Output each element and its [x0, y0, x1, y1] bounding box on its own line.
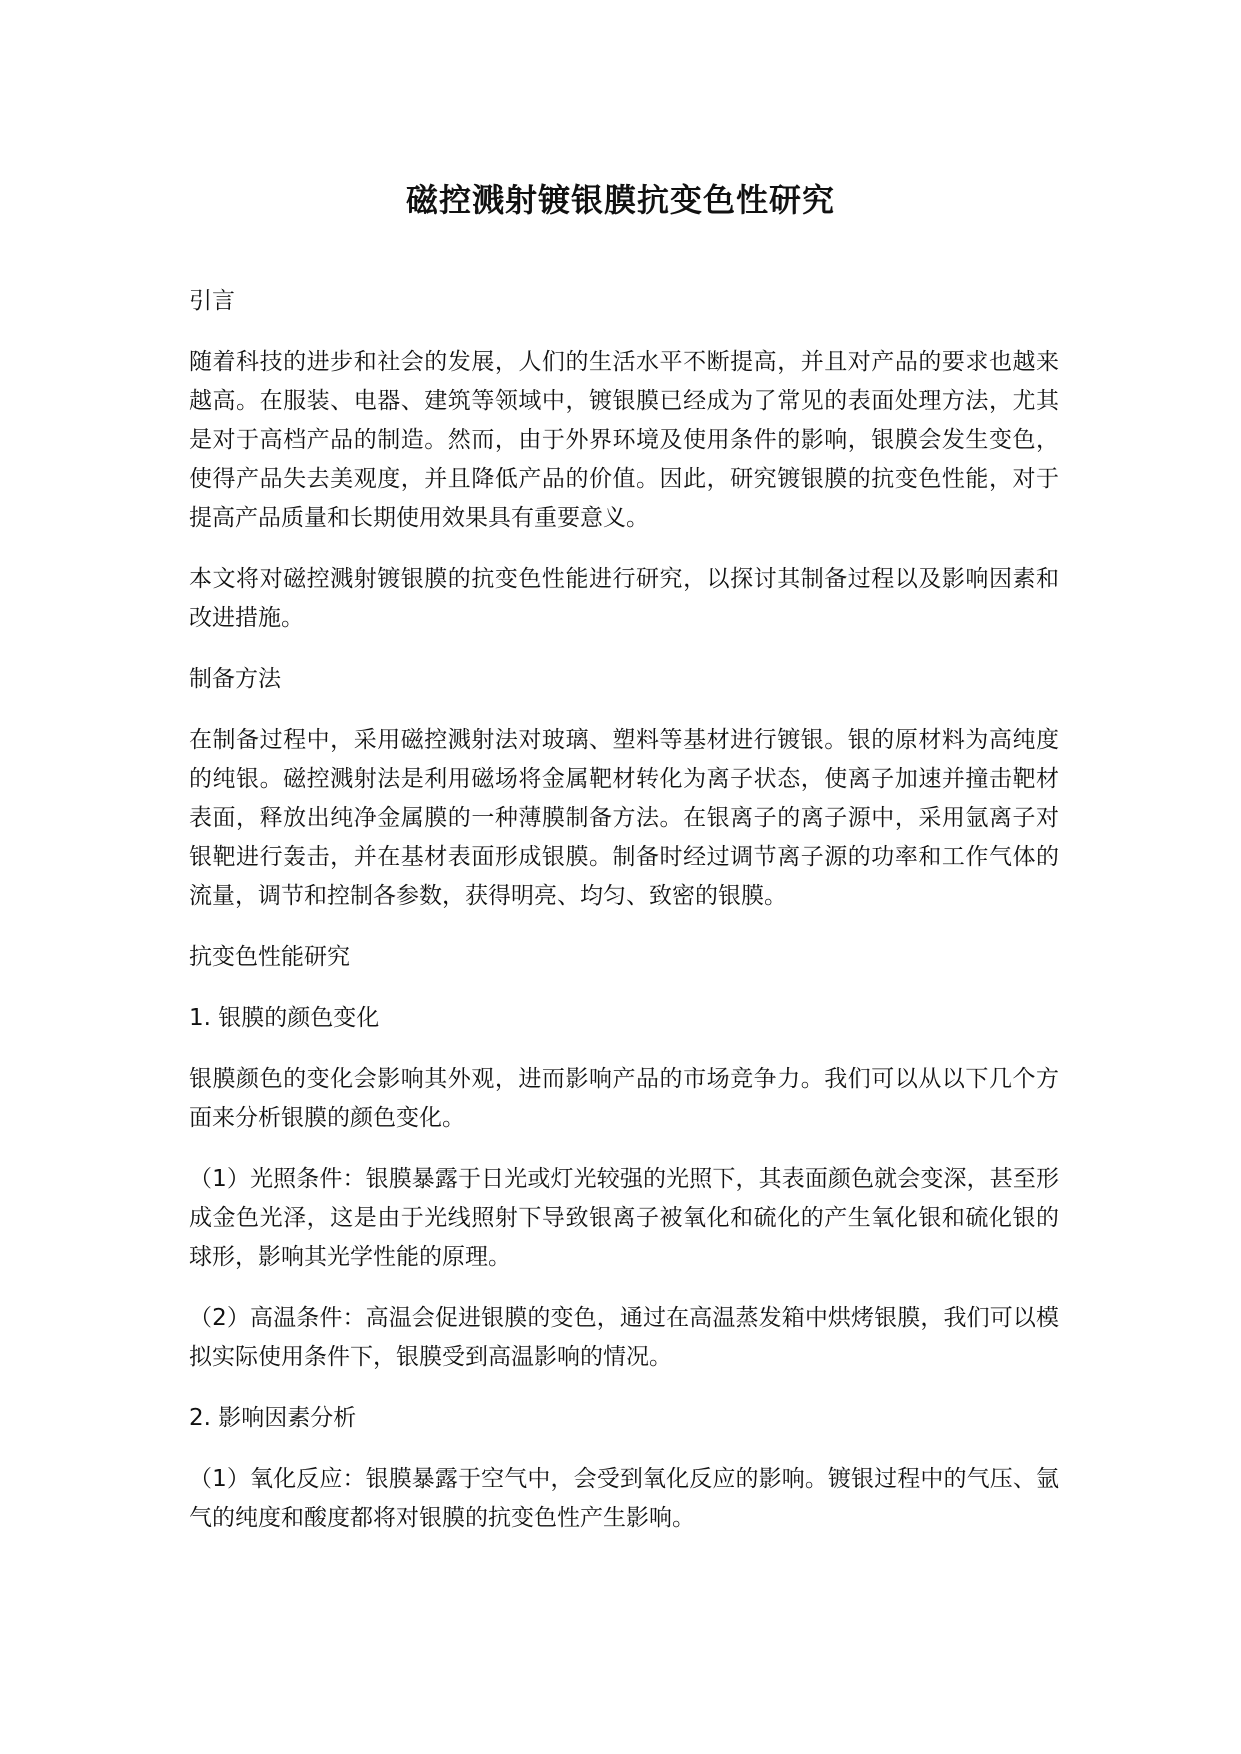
- section-heading-intro: 引言: [189, 288, 235, 314]
- document-title: 磁控溅射镀银膜抗变色性研究: [405, 181, 835, 219]
- paragraph: （1）光照条件：银膜暴露于日光或灯光较强的光照下，其表面颜色就会变深，甚至形成金色光泽，这是由于光线照射下导致银离子被氧化和硫化的产生氧化银和硫化银的球形，影响其光学性能的原理。: [189, 1166, 1059, 1270]
- subsection-heading-color-change: 1. 银膜的颜色变化: [189, 1005, 380, 1031]
- paragraph: 本文将对磁控溅射镀银膜的抗变色性能进行研究，以探讨其制备过程以及影响因素和改进措施。: [189, 566, 1059, 631]
- paragraph: 银膜颜色的变化会影响其外观，进而影响产品的市场竞争力。我们可以从以下几个方面来分析银膜的颜色变化。: [189, 1066, 1059, 1131]
- paragraph: 在制备过程中，采用磁控溅射法对玻璃、塑料等基材进行镀银。银的原材料为高纯度的纯银。磁控溅射法是利用磁场将金属靶材转化为离子状态，使离子加速并撞击靶材表面，释放出纯净金属膜的一种薄膜制备方法。在银离子的离子源中，采用氩离子对银靶进行轰击，并在基材表面形成银膜。制备时经过调节离子源的功率和工作气体的流量，调节和控制各参数，获得明亮、均匀、致密的银膜。: [189, 727, 1059, 909]
- document-body: [189, 282, 1059, 1560]
- section-heading-method: 制备方法: [189, 666, 281, 692]
- section-heading-study: 抗变色性能研究: [189, 944, 350, 970]
- paragraph: 随着科技的进步和社会的发展，人们的生活水平不断提高，并且对产品的要求也越来越高。在服装、电器、建筑等领域中，镀银膜已经成为了常见的表面处理方法，尤其是对于高档产品的制造。然而，由于外界环境及使用条件的影响，银膜会发生变色，使得产品失去美观度，并且降低产品的价值。因此，研究镀银膜的抗变色性能，对于提高产品质量和长期使用效果具有重要意义。: [189, 349, 1059, 531]
- paragraph: （2）高温条件：高温会促进银膜的变色，通过在高温蒸发箱中烘烤银膜，我们可以模拟实际使用条件下，银膜受到高温影响的情况。: [189, 1305, 1059, 1370]
- subsection-heading-factors: 2. 影响因素分析: [189, 1405, 357, 1431]
- paragraph: （1）氧化反应：银膜暴露于空气中，会受到氧化反应的影响。镀银过程中的气压、氩气的纯度和酸度都将对银膜的抗变色性产生影响。: [189, 1466, 1059, 1531]
